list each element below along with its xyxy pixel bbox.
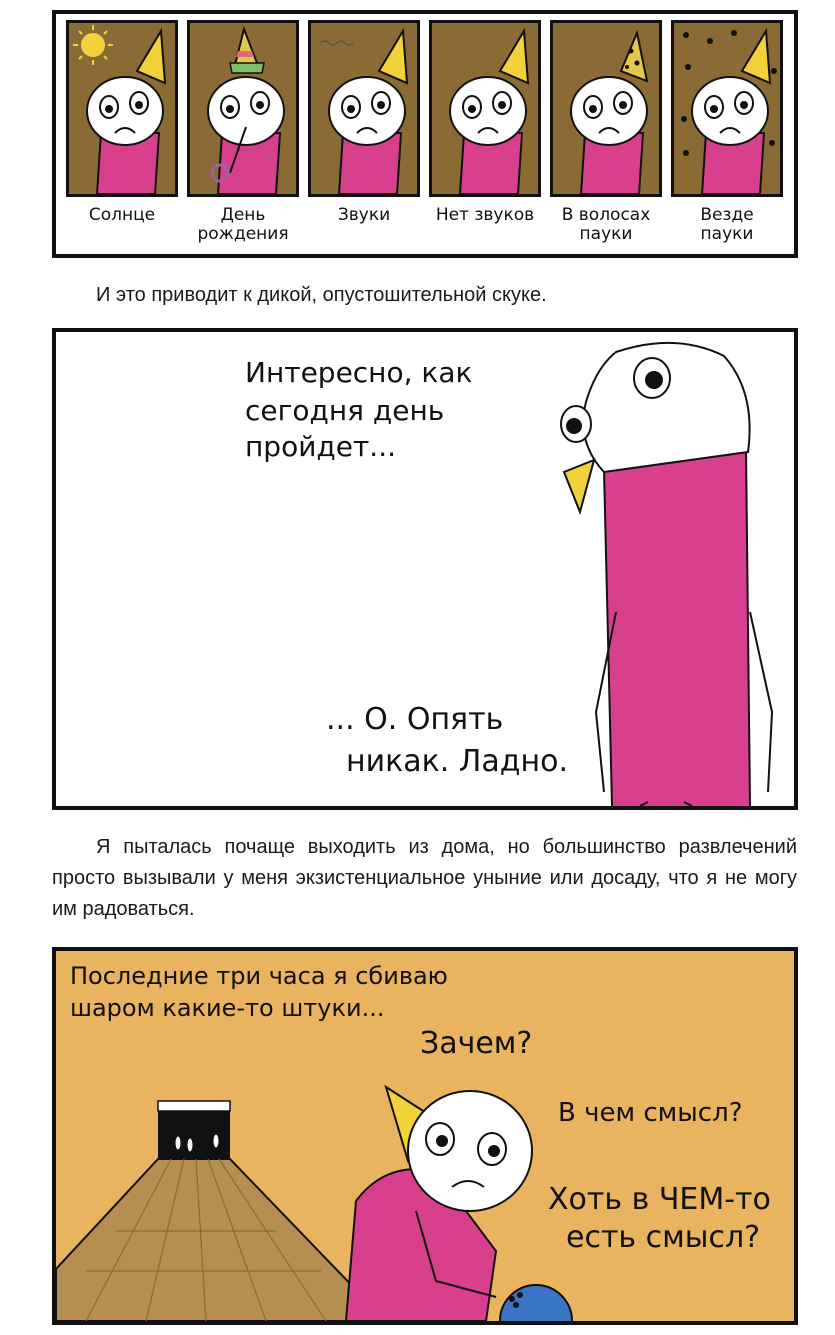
bowling-q3-line-2: есть смысл? [566, 1220, 761, 1255]
body-text-boredom: И это приводит к дикой, опустошительной скуке. [96, 284, 547, 306]
bowling-q1: Зачем? [420, 1026, 533, 1061]
strip-label-4: Нет звуков [435, 205, 535, 225]
strip-frame-birthday [187, 20, 299, 197]
bowling-q2: В чем смысл? [558, 1098, 743, 1128]
bowling-top-line-2: шаром какие-то штуки... [70, 994, 385, 1022]
strip-frame-sounds [308, 20, 420, 197]
strip-label-1: Солнце [88, 205, 156, 225]
bowling-top-line-1: Последние три часа я сбиваю [70, 962, 448, 990]
strip-frame-no-sounds [429, 20, 541, 197]
strip-label-5: В волосах пауки [561, 205, 651, 244]
thought-line-2: сегодня день [245, 394, 445, 427]
strip-frame-spiders-hair [550, 20, 662, 197]
strip-frame-sun [66, 20, 178, 197]
strip-label-2: День рождения [197, 205, 289, 244]
reply-line-2: никак. Ладно. [346, 744, 568, 779]
thought-line-1: Интересно, как [245, 356, 473, 389]
strip-label-3: Звуки [337, 205, 391, 225]
reply-line-1: ... О. Опять [326, 702, 504, 737]
body-text-going-out: Я пыталась почаще выходить из дома, но большинство развлечений просто вызывали у меня экзистенциальное уныние или досаду, что я не могу им радоваться. [52, 836, 797, 920]
bowling-q3-line-1: Хоть в ЧЕМ-то [548, 1182, 771, 1217]
strip-label-6: Везде пауки [700, 205, 754, 244]
strip-frame-spiders-everywhere [671, 20, 783, 197]
thought-line-3: пройдет... [245, 430, 397, 463]
